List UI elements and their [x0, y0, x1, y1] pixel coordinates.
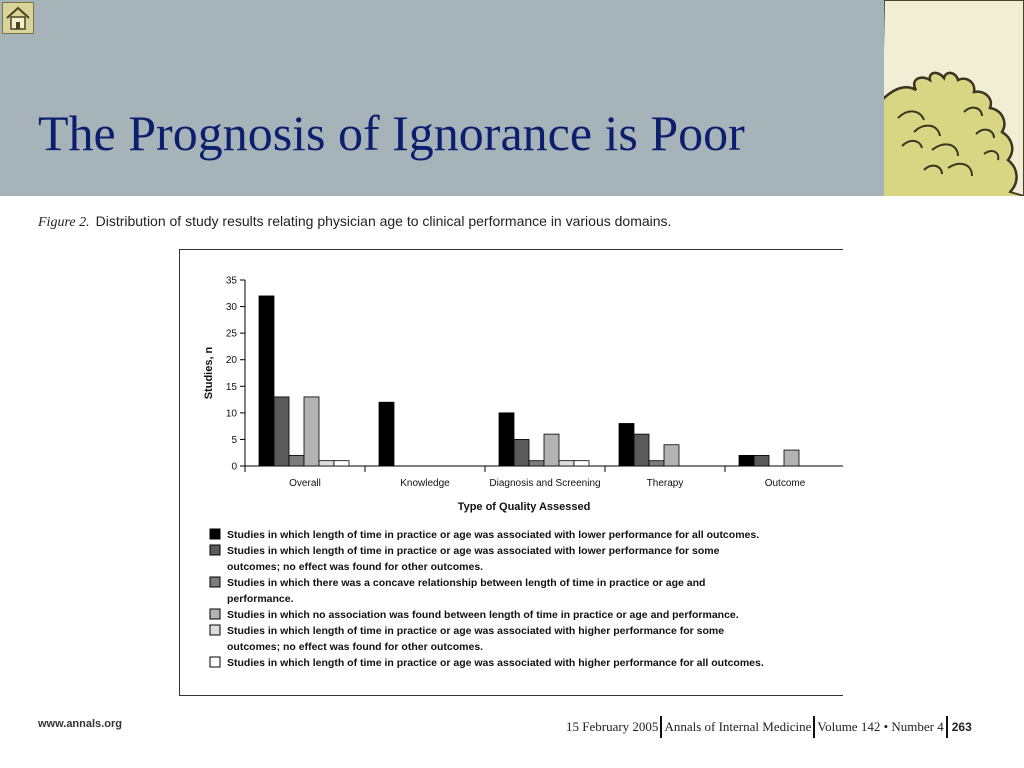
legend-label: Studies in which length of time in practice or age was associated with higher performance for all outcomes.	[227, 657, 764, 669]
figure-caption	[38, 213, 671, 231]
x-tick-label: Therapy	[646, 478, 684, 489]
x-axis-label: Type of Quality Assessed	[457, 501, 591, 513]
y-tick-label: 35	[225, 275, 237, 287]
bar	[304, 397, 319, 466]
footer-journal: Annals of Internal Medicine	[664, 719, 812, 734]
footer-website: www.annals.org	[38, 718, 122, 730]
legend-swatch	[210, 625, 220, 635]
home-icon	[3, 3, 33, 33]
figure-caption-text: Distribution of study results relating physician age to clinical performance in various domains.	[95, 213, 672, 229]
wave-illustration	[884, 0, 1024, 196]
footer-divider	[813, 716, 815, 738]
legend-swatch	[210, 529, 220, 539]
x-tick-label: Overall	[289, 478, 321, 489]
home-button[interactable]	[2, 2, 34, 34]
bar	[634, 434, 649, 466]
bar-chart	[180, 250, 844, 697]
y-tick-label: 30	[225, 302, 237, 314]
bar	[274, 397, 289, 466]
bar	[544, 434, 559, 466]
x-tick-label: Diagnosis and Screening	[489, 478, 601, 489]
legend-label: Studies in which no association was found between length of time in practice or age and performance.	[227, 609, 739, 621]
legend-swatch	[210, 609, 220, 619]
y-tick-label: 5	[231, 434, 237, 446]
bar	[289, 455, 304, 466]
bar	[499, 413, 514, 466]
footer-page-number: 263	[951, 720, 972, 734]
bar	[574, 461, 589, 466]
footer-volume: Volume 142 • Number 4	[817, 719, 944, 734]
figure-label: Figure 2.	[38, 215, 90, 230]
bar	[754, 455, 769, 466]
bar	[559, 461, 574, 466]
bar	[649, 461, 664, 466]
legend-swatch	[210, 657, 220, 667]
y-tick-label: 0	[231, 461, 237, 473]
bar	[664, 445, 679, 466]
wave-graphic	[884, 0, 1024, 196]
footer-divider	[660, 716, 662, 738]
footer-divider	[946, 716, 948, 738]
bar	[319, 461, 334, 466]
legend-label: Studies in which length of time in practice or age was associated with lower performance for some outcomes; no effect was found for other outcomes.	[227, 545, 720, 573]
slide-header	[0, 0, 884, 196]
slide-title: The Prognosis of Ignorance is Poor	[38, 105, 745, 161]
bar	[334, 461, 349, 466]
figure-box	[179, 249, 843, 696]
y-tick-label: 25	[225, 328, 237, 340]
y-tick-label: 20	[225, 355, 237, 367]
bar	[619, 423, 634, 466]
legend-swatch	[210, 577, 220, 587]
bar	[784, 450, 799, 466]
footer-citation	[566, 716, 972, 738]
bar	[259, 296, 274, 466]
x-tick-label: Outcome	[764, 478, 806, 489]
x-tick-label: Knowledge	[400, 478, 450, 489]
y-axis-label: Studies, n	[203, 346, 215, 400]
footer-date: 15 February 2005	[566, 719, 659, 734]
legend-swatch	[210, 545, 220, 555]
y-tick-label: 10	[225, 408, 237, 420]
legend-label: Studies in which length of time in practice or age was associated with higher performance for some outcomes; no effect was found for other outcomes.	[227, 625, 725, 653]
bar	[529, 461, 544, 466]
bar	[379, 402, 394, 466]
bar	[739, 455, 754, 466]
legend-label: Studies in which there was a concave relationship between length of time in practice or age and performance.	[227, 577, 706, 605]
legend-label: Studies in which length of time in practice or age was associated with lower performance for all outcomes.	[227, 529, 760, 541]
bar	[514, 439, 529, 466]
y-tick-label: 15	[225, 381, 237, 393]
